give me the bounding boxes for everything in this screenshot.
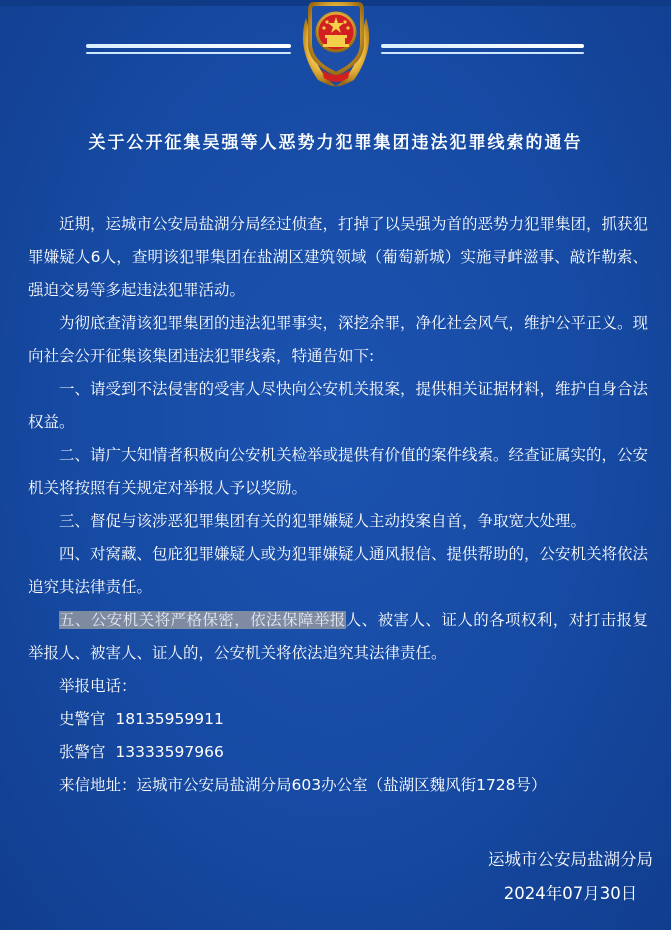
- list-item-5: [28, 604, 648, 670]
- list-item-1: 一、请受到不法侵害的受害人尽快向公安机关报案，提供相关证据材料，维护自身合法权益。: [28, 380, 649, 431]
- notice-title: 关于公开征集吴强等人恶势力犯罪集团违法犯罪线索的通告: [88, 133, 583, 153]
- contact-officer-1: 史警官 18135959911: [59, 710, 224, 728]
- list-item-5-rest: 人、被害人、证人的各项权利，对打击报复举报人、被害人、证人的，公安机关将依法追究其法律责任。: [28, 611, 648, 662]
- list-item-3: 三、督促与该涉恶犯罪集团有关的犯罪嫌疑人主动投案自首，争取宽大处理。: [59, 512, 587, 530]
- list-item-2: 二、请广大知情者积极向公安机关检举或提供有价值的案件线索。经查证属实的，公安机关将按照有关规定对举报人予以奖励。: [28, 446, 649, 497]
- contact-address: 来信地址：运城市公安局盐湖分局603办公室（盐湖区魏风街1728号）: [59, 776, 547, 794]
- header-rule-left: [86, 44, 291, 48]
- paragraph-purpose: 为彻底查清该犯罪集团的违法犯罪事实，深挖余罪，净化社会风气，维护公平正义。现向社会公开征集该集团违法犯罪线索，特通告如下:: [28, 314, 649, 365]
- paragraph-intro: 近期，运城市公安局盐湖分局经过侦查，打掉了以吴强为首的恶势力犯罪集团，抓获犯罪嫌疑人6人，查明该犯罪集团在盐湖区建筑领域（葡萄新城）实施寻衅滋事、敲诈勒索、强迫交易等多起违法犯罪活动。: [28, 215, 649, 299]
- signature-date: 2024年07月30日: [503, 884, 638, 903]
- highlighted-text: 五、公安机关将严格保密，依法保障举报: [59, 611, 346, 629]
- header-rule-left-thin: [86, 52, 291, 54]
- contact-officer-2: 张警官 13333597966: [59, 743, 224, 761]
- contact-heading: 举报电话：: [59, 677, 137, 695]
- notice-body: [28, 208, 648, 802]
- police-emblem-icon: [288, 0, 384, 90]
- header-rule-right-thin: [381, 52, 584, 54]
- list-item-4: 四、对窝藏、包庇犯罪嫌疑人或为犯罪嫌疑人通风报信、提供帮助的，公安机关将依法追究其法律责任。: [28, 545, 649, 596]
- signature-block: [488, 843, 653, 911]
- signature-org: 运城市公安局盐湖分局: [488, 850, 653, 869]
- header-rule-right: [381, 44, 584, 48]
